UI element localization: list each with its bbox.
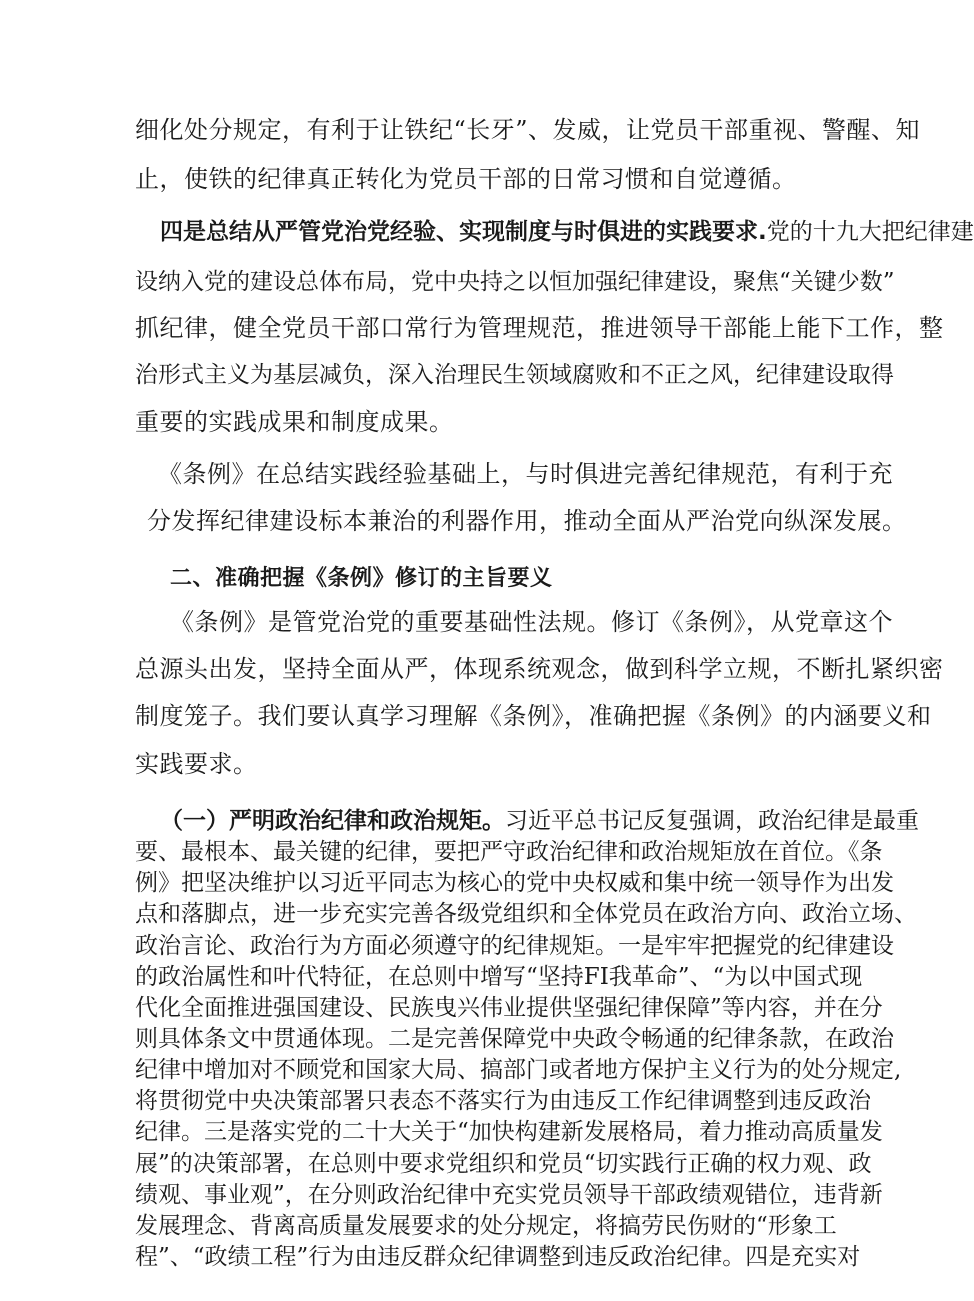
paragraph-line: 的政治属性和叶代特征，在总则中增写“坚持FI我革命”、“为以中国式现 bbox=[135, 964, 863, 990]
paragraph-line: 抓纪律，健全党员干部口常行为管理规范，推进领导干部能上能下工作，整 bbox=[135, 314, 944, 342]
paragraph-line: 治形式主义为基层减负，深入治理民生领域腐败和不正之风，纪律建设取得 bbox=[135, 362, 894, 388]
paragraph-line: 细化处分规定，有利于让铁纪“长牙”、发威，让党员干部重视、警醒、知 bbox=[135, 116, 921, 144]
paragraph-line: 设纳入党的建设总体布局，党中央持之以恒加强纪律建设，聚焦“关键少数” bbox=[135, 269, 895, 295]
paragraph-line: 展”的决策部署，在总则中要求党组织和党员“切实践行正确的权力观、政 bbox=[135, 1151, 872, 1177]
paragraph-line: 代化全面推进强国建设、民族曳兴伟业提供坚强纪律保障”等内容，并在分 bbox=[135, 995, 883, 1021]
paragraph-line: 《条例》在总结实践经验基础上，与时俱进完善纪律规范，有利于充 bbox=[158, 460, 893, 488]
paragraph-line: 总源头出发，坚持全面从严，体现系统观念，做到科学立规，不断扎紧织密 bbox=[135, 655, 944, 683]
paragraph-line: 点和落脚点，进一步充实完善各级党组织和全体党员在政治方向、政治立场、 bbox=[135, 901, 917, 927]
paragraph-line: 制度笼子。我们要认真学习理解《条例》，准确把握《条例》的内涵要义和 bbox=[135, 702, 932, 730]
section-heading: 二、准确把握《条例》修订的主旨要义 bbox=[170, 566, 553, 591]
paragraph-line: 发展理念、背离高质量发展要求的处分规定，将搞劳民伤财的“形象工 bbox=[135, 1213, 837, 1239]
paragraph-line: 绩观、事业观”，在分则政治纪律中充实党员领导干部政绩观错位，违背新 bbox=[135, 1182, 883, 1208]
paragraph-line: 例》把坚决维护以习近平同志为核心的党中央权威和集中统一领导作为出发 bbox=[135, 870, 894, 896]
paragraph-line: 实践要求。 bbox=[135, 750, 258, 778]
paragraph-line: 要、最根本、最关键的纪律，要把严守政治纪律和政治规矩放在首位。《条 bbox=[135, 839, 883, 865]
paragraph-line: 则具体条文中贯通体现。二是完善保障党中央政令畅通的纪律条款，在政治 bbox=[135, 1026, 894, 1052]
inline-text: 党的十九大把纪律建 bbox=[766, 219, 974, 245]
paragraph-line: 政治言论、政治行为方面必须遵守的纪律规矩。一是牢牢把握党的纪律建设 bbox=[135, 933, 894, 959]
paragraph-line: 纪律。三是落实党的二十大关于“加快构建新发展格局，着力推动高质量发 bbox=[135, 1119, 883, 1145]
paragraph-line: 重要的实践成果和制度成果。 bbox=[135, 408, 454, 436]
paragraph-line: 分发挥纪律建设标本兼治的利器作用，推动全面从严治党向纵深发展。 bbox=[147, 507, 907, 535]
paragraph-line: 纪律中增加对不顾党和国家大局、搞部门或者地方保护主义行为的处分规定, bbox=[135, 1057, 902, 1083]
paragraph-line bbox=[160, 805, 919, 837]
paragraph-line: 将贯彻党中央决策部署只表态不落实行为由违反工作纪律调整到违反政治 bbox=[135, 1088, 871, 1114]
inline-text: 习近平总书记反复强调，政治纪律是最重 bbox=[505, 808, 919, 834]
paragraph-line: 止，使铁的纪律真正转化为党员干部的日常习惯和自觉遵循。 bbox=[135, 165, 797, 193]
paragraph-line: 程”、“政绩工程”行为由违反群众纪律调整到违反政治纪律。四是充实对 bbox=[135, 1244, 861, 1270]
paragraph-line: 《条例》是管党治党的重要基础性法规。修订《条例》，从党章这个 bbox=[170, 608, 893, 636]
paragraph-line bbox=[160, 216, 974, 248]
bold-lead: （一）严明政治纪律和政治规矩。 bbox=[160, 808, 505, 834]
bold-lead: 四是总结从严管党治党经验、实现制度与时俱进的实践要求. bbox=[160, 219, 767, 245]
